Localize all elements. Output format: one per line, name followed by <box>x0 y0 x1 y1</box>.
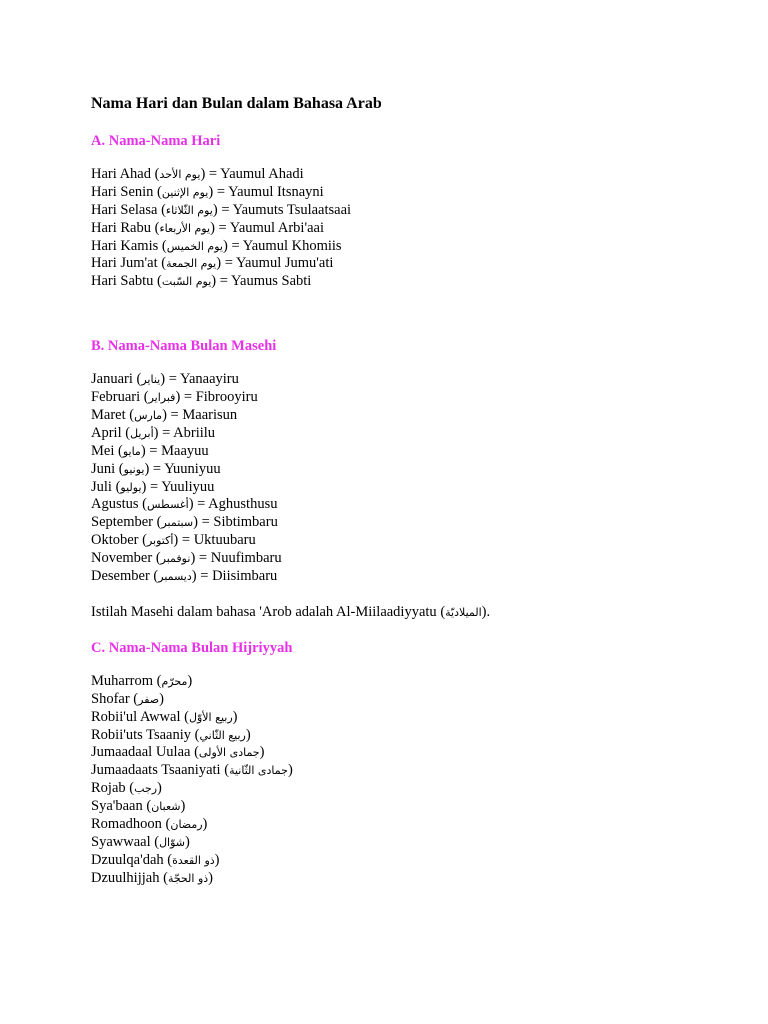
list-item: Jumaadaats Tsaaniyati (جمادى الثّانية) <box>91 762 293 779</box>
item-name: Hari Sabtu <box>91 273 154 290</box>
item-name: Jumaadaats Tsaaniyati <box>91 762 221 779</box>
item-transliteration: Yuuliyuu <box>161 478 215 495</box>
item-name: Shofar <box>91 690 130 707</box>
item-name: Juni <box>91 460 116 477</box>
item-name: Jumaadaal Uulaa <box>91 744 191 761</box>
item-name: Robii'ul Awwal <box>91 708 181 725</box>
list-item: Dzuulqa'dah (ذو القعدة) <box>91 851 220 868</box>
list-item: Hari Rabu (يوم الأربعاء) = Yaumul Arbi'aai <box>91 219 324 236</box>
list-item: Hari Jum'at (يوم الجمعة) = Yaumul Jumu'ati <box>91 255 334 272</box>
item-arabic: ديسمبر <box>158 570 192 584</box>
item-arabic: ذو القعدة <box>172 853 215 867</box>
item-arabic: ذو الحجّة <box>167 871 209 885</box>
list-item: Hari Senin (يوم الإثنين) = Yaumul Itsnayni <box>91 183 324 200</box>
item-arabic: صفر <box>138 692 160 706</box>
item-arabic: رمضان <box>170 818 203 832</box>
item-name: Januari <box>91 371 133 388</box>
item-arabic: فبراير <box>148 391 176 405</box>
item-arabic: نوفمبر <box>160 552 191 566</box>
item-name: September <box>91 514 154 531</box>
item-arabic: يوم السّبت <box>161 275 212 289</box>
item-name: Dzuulhijjah <box>91 869 160 886</box>
item-arabic: رجب <box>134 782 158 796</box>
item-name: Hari Selasa <box>91 201 158 218</box>
hijriyyah-months-list <box>91 673 731 888</box>
item-name: Muharrom <box>91 672 154 689</box>
item-name: Robii'uts Tsaaniy <box>91 726 192 743</box>
list-item: Dzuulhijjah (ذو الحجّة) <box>91 869 213 886</box>
item-arabic: يوم الجمعة <box>166 257 217 271</box>
item-arabic: ربيع الثّاني <box>199 728 246 742</box>
item-arabic: أغسطس <box>147 498 189 512</box>
list-item: Mei (مايو) = Maayuu <box>91 442 209 459</box>
item-arabic: يوم الخميس <box>166 239 223 253</box>
list-item: September (سبتمبر) = Sibtimbaru <box>91 514 278 531</box>
item-transliteration: Maayuu <box>161 442 209 459</box>
item-arabic: جمادى الثّانية <box>229 764 288 778</box>
list-item: Sya'baan (شعبان) <box>91 798 186 815</box>
item-transliteration: Yaumul Khomiis <box>242 237 342 254</box>
item-transliteration: Uktuubaru <box>193 532 256 549</box>
item-arabic: شوّال <box>159 835 186 849</box>
item-name: Agustus <box>91 496 139 513</box>
item-transliteration: Fibrooyiru <box>195 389 258 406</box>
item-name: Hari Kamis <box>91 237 159 254</box>
item-arabic: أكتوبر <box>146 534 174 548</box>
list-item: Agustus (أغسطس) = Aghusthusu <box>91 496 278 513</box>
item-transliteration: Nuufimbaru <box>210 550 282 567</box>
item-name: Februari <box>91 389 141 406</box>
list-item: Maret (مارس) = Maarisun <box>91 407 238 424</box>
item-transliteration: Aghusthusu <box>208 496 278 513</box>
item-name: Desember <box>91 568 150 585</box>
list-item: Robii'uts Tsaaniy (ربيع الثّاني) <box>91 726 251 743</box>
list-item: Romadhoon (رمضان) <box>91 816 208 833</box>
item-transliteration: Yaumus Sabti <box>231 273 312 290</box>
item-name: Dzuulqa'dah <box>91 851 164 868</box>
item-transliteration: Yaumul Arbi'aai <box>229 219 324 236</box>
list-item: Rojab (رجب) <box>91 780 162 797</box>
item-arabic: يوم الأربعاء <box>159 221 211 235</box>
item-arabic: ربيع الأوّل <box>188 710 233 724</box>
item-transliteration: Yaumul Itsnayni <box>228 183 324 200</box>
item-name: Oktober <box>91 532 139 549</box>
list-item: Hari Sabtu (يوم السّبت) = Yaumus Sabti <box>91 273 312 290</box>
item-name: Hari Senin <box>91 183 154 200</box>
section-heading-masehi-months: B. Nama-Nama Bulan Masehi <box>91 338 277 355</box>
item-arabic: محرّم <box>161 674 188 688</box>
item-arabic: أبريل <box>130 426 154 440</box>
list-item: November (نوفمبر) = Nuufimbaru <box>91 550 282 567</box>
item-arabic: يونيو <box>123 462 145 476</box>
item-arabic: يوم الثّلاثاء <box>165 203 213 217</box>
item-arabic: سبتمبر <box>161 516 194 530</box>
list-item: Robii'ul Awwal (ربيع الأوّل) <box>91 708 238 725</box>
masehi-note-end: . <box>486 603 491 620</box>
list-item: Hari Selasa (يوم الثّلاثاء) = Yaumuts Tsulaatsaai <box>91 201 352 218</box>
list-item: Februari (فبراير) = Fibrooyiru <box>91 389 258 406</box>
item-transliteration: Diisimbaru <box>212 568 278 585</box>
masehi-months-list <box>91 371 731 586</box>
days-list <box>91 166 731 291</box>
section-heading-days: A. Nama-Nama Hari <box>91 133 221 149</box>
list-item: Juni (يونيو) = Yuuniyuu <box>91 460 221 477</box>
list-item: Hari Ahad (يوم الأحد) = Yaumul Ahadi <box>91 166 304 182</box>
list-item: Januari (يناير) = Yanaayiru <box>91 371 239 388</box>
item-name: Syawwaal <box>91 833 151 850</box>
item-arabic: مايو <box>122 444 141 458</box>
item-name: April <box>91 424 122 441</box>
item-transliteration: Yuuniyuu <box>164 460 221 477</box>
item-arabic: يناير <box>141 373 161 387</box>
item-name: November <box>91 550 153 567</box>
item-arabic: جمادى الأولى <box>198 746 260 760</box>
list-item: Syawwaal (شوّال) <box>91 833 190 850</box>
item-name: Hari Jum'at <box>91 255 158 272</box>
item-transliteration: Maarisun <box>182 407 238 424</box>
document-title: Nama Hari dan Bulan dalam Bahasa Arab <box>91 95 382 112</box>
list-item: Desember (ديسمبر) = Diisimbaru <box>91 568 278 585</box>
item-transliteration: Sibtimbaru <box>213 514 278 531</box>
item-name: Rojab <box>91 780 126 797</box>
list-item: Shofar (صفر) <box>91 690 164 707</box>
item-transliteration: Yanaayiru <box>179 371 239 388</box>
item-arabic: يوليو <box>120 480 142 494</box>
list-item: Jumaadaal Uulaa (جمادى الأولى) <box>91 744 265 761</box>
list-item: Oktober (أكتوبر) = Uktuubaru <box>91 532 256 549</box>
item-transliteration: Yaumuts Tsulaatsaai <box>232 201 352 218</box>
item-name: Hari Ahad <box>91 166 151 182</box>
item-name: Maret <box>91 407 126 424</box>
item-transliteration: Abriilu <box>173 424 216 441</box>
item-name: Sya'baan <box>91 798 143 815</box>
item-transliteration: Yaumul Jumu'ati <box>235 255 334 272</box>
document-page <box>91 94 731 888</box>
list-item: Hari Kamis (يوم الخميس) = Yaumul Khomiis <box>91 237 342 254</box>
item-arabic: شعبان <box>151 800 181 814</box>
masehi-note-arabic: الميلاديّة <box>445 605 482 619</box>
item-name: Mei <box>91 442 115 459</box>
item-name: Hari Rabu <box>91 219 151 236</box>
masehi-note: Istilah Masehi dalam bahasa 'Arob adalah Al-Miilaadiyyatu (الميلاديّة). <box>91 603 491 620</box>
item-name: Romadhoon <box>91 816 162 833</box>
item-arabic: يوم الأحد <box>159 168 201 181</box>
masehi-note-text: Istilah Masehi dalam bahasa 'Arob adalah Al-Miilaadiyyatu <box>91 603 437 620</box>
item-arabic: يوم الإثنين <box>161 185 209 199</box>
item-name: Juli <box>91 478 112 495</box>
list-item: April (أبريل) = Abriilu <box>91 424 216 441</box>
list-item: Muharrom (محرّم) <box>91 672 193 689</box>
item-transliteration: Yaumul Ahadi <box>220 166 304 182</box>
list-item: Juli (يوليو) = Yuuliyuu <box>91 478 215 495</box>
section-heading-hijriyyah-months: C. Nama-Nama Bulan Hijriyyah <box>91 639 293 656</box>
item-arabic: مارس <box>134 409 163 423</box>
